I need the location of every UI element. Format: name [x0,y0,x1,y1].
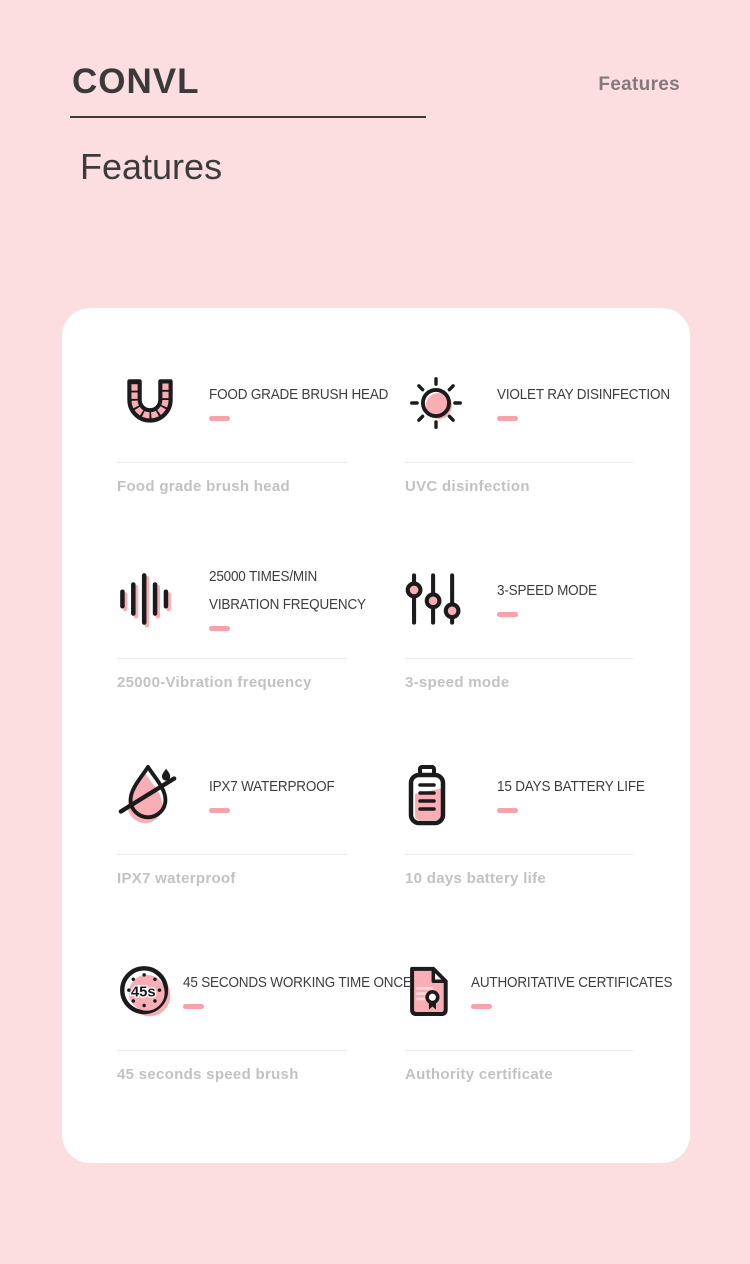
certificate-icon [405,962,461,1020]
divider [117,854,347,855]
feature-caption: IPX7 waterproof [117,870,236,887]
feature-caption: UVC disinfection [405,478,530,495]
feature-caption: Food grade brush head [117,478,290,495]
divider [117,462,347,463]
brand-logo: CONVL [72,62,200,101]
divider [405,658,633,659]
brush-head-icon [117,373,183,433]
page-title: Features [80,146,223,187]
divider [405,1050,633,1051]
corner-page-label: Features [598,74,680,95]
accent-dash [209,808,230,813]
feature-authoritative-certificates [405,932,673,1128]
feature-title: AUTHORITATIVE CERTIFICATES [471,973,673,991]
divider [117,1050,347,1051]
divider [405,462,633,463]
accent-dash [497,808,518,813]
accent-dash [209,416,230,421]
accent-dash [497,612,518,617]
feature-ipx7-waterproof [117,736,347,932]
feature-title: VIOLET RAY DISINFECTION [497,385,670,403]
feature-title: 15 DAYS BATTERY LIFE [497,777,645,795]
feature-caption: 25000-Vibration frequency [117,674,312,691]
feature-title: FOOD GRADE BRUSH HEAD [209,385,389,403]
accent-dash [209,626,230,631]
feature-food-grade-brush-head [117,344,389,540]
feature-battery-life [405,736,645,932]
battery-icon [405,764,471,826]
feature-title: 25000 TIMES/MIN [209,567,318,585]
clock-45s-icon [117,963,173,1019]
accent-dash [497,416,518,421]
feature-3-speed-mode [405,540,633,736]
feature-caption: 3-speed mode [405,674,510,691]
feature-caption: 10 days battery life [405,870,547,887]
feature-caption: 45 seconds speed brush [117,1066,299,1083]
divider [405,854,633,855]
uv-sun-icon [405,372,471,434]
logo-underline [70,116,426,118]
feature-title-line2: VIBRATION FREQUENCY [209,595,366,613]
feature-caption: Authority certificate [405,1066,553,1083]
accent-dash [471,1004,492,1009]
feature-violet-ray-disinfection [405,344,670,540]
feature-title: 3-SPEED MODE [497,581,597,599]
sliders-icon [405,570,471,628]
accent-dash [183,1004,204,1009]
vibration-icon [117,570,183,628]
feature-title: IPX7 WATERPROOF [209,777,335,795]
feature-45-seconds-working-time [117,932,412,1128]
clock-label: 45s [130,984,156,1001]
feature-title: 45 SECONDS WORKING TIME ONCE [183,973,412,991]
feature-vibration-frequency [117,540,366,736]
waterproof-icon [117,764,183,826]
divider [117,658,347,659]
features-card [62,308,690,1163]
